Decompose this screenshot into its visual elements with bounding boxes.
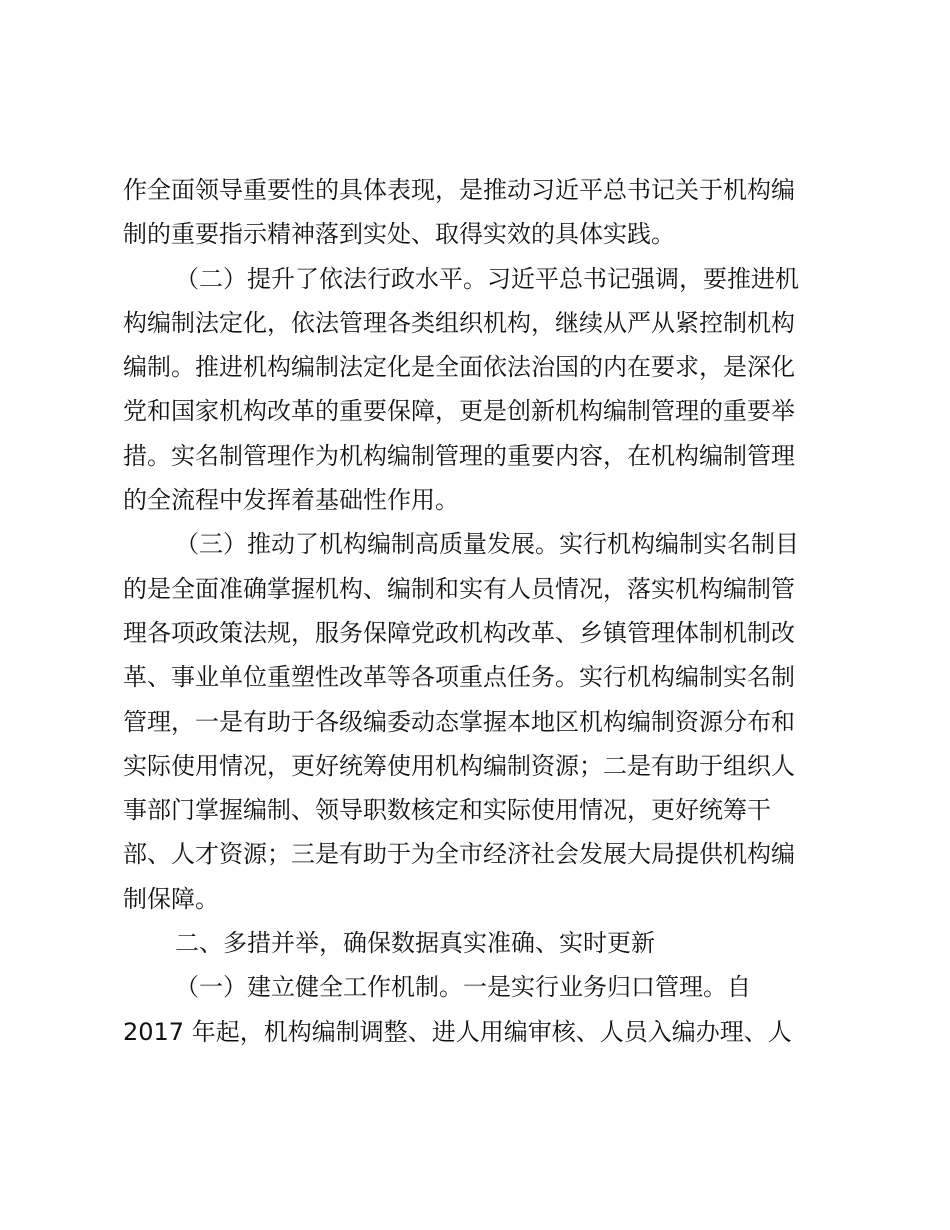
text-line: 作全面领导重要性的具体表现，是推动习近平总书记关于机构编 [123, 176, 795, 204]
text-line: 实际使用情况，更好统筹使用机构编制资源；二是有助于组织人 [123, 751, 795, 780]
text-line: 制保障。 [123, 884, 219, 913]
text-line: 理各项政策法规，服务保障党政机构改革、乡镇管理体制机制改 [123, 618, 795, 647]
text-line: 部、人才资源；三是有助于为全市经济社会发展大局提供机构编 [123, 840, 795, 869]
text-line: 制的重要指示精神落到实处、取得实效的具体实践。 [123, 220, 675, 249]
body-text [123, 168, 823, 1054]
section-heading: 二、多措并举，确保数据真实准确、实时更新 [175, 929, 655, 958]
text-line: （一）建立健全工作机制。一是实行业务归口管理。自 [175, 973, 751, 1002]
text-line: 管理，一是有助于各级编委动态掌握本地区机构编制资源分布和 [123, 707, 795, 736]
text-line: 编制。推进机构编制法定化是全面依法治国的内在要求，是深化 [123, 353, 795, 382]
text-line: 的全流程中发挥着基础性作用。 [123, 486, 459, 515]
text-line: 措。实名制管理作为机构编制管理的重要内容，在机构编制管理 [123, 441, 795, 470]
text-line: （二）提升了依法行政水平。习近平总书记强调，要推进机 [175, 264, 799, 293]
text-line: （三）推动了机构编制高质量发展。实行机构编制实名制目 [175, 530, 799, 559]
text-line: 事部门掌握编制、领导职数核定和实际使用情况，更好统筹干 [123, 796, 771, 825]
text-line: 2017 年起，机构编制调整、进人用编审核、人员入编办理、人 [123, 1017, 792, 1046]
text-line: 的是全面准确掌握机构、编制和实有人员情况，落实机构编制管 [123, 574, 795, 603]
text-line: 革、事业单位重塑性改革等各项重点任务。实行机构编制实名制 [123, 663, 795, 692]
text-line: 党和国家机构改革的重要保障，更是创新机构编制管理的重要举 [123, 397, 795, 426]
text-line: 构编制法定化，依法管理各类组织机构，继续从严从紧控制机构 [123, 308, 795, 337]
